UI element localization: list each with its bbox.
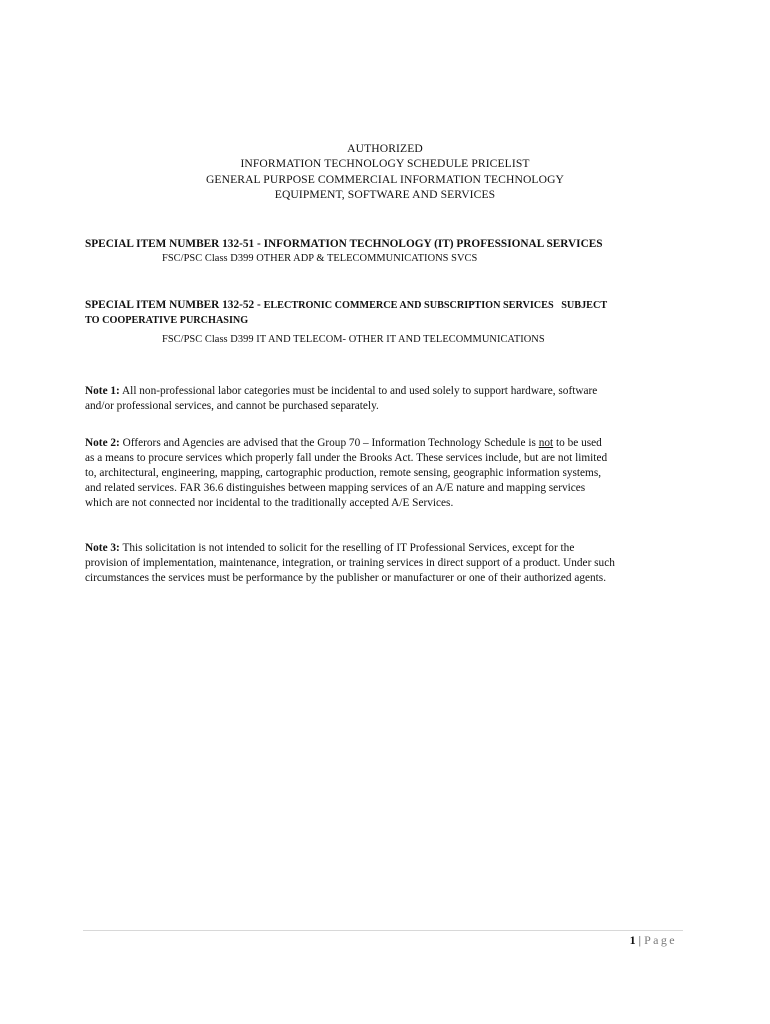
footer-divider bbox=[83, 930, 683, 931]
note-3-label: Note 3: bbox=[85, 542, 120, 554]
page-separator: | bbox=[635, 933, 645, 947]
sin-132-51-title: SPECIAL ITEM NUMBER 132-51 - INFORMATION TECHNOLOGY (IT) PROFESSIONAL SERVICES bbox=[85, 238, 603, 250]
note-2-line-3: to, architectural, engineering, mapping, cartographic production, remote sensing, geographic information systems, bbox=[85, 467, 602, 480]
note-2-line-4: and related services. FAR 36.6 distinguishes between mapping services of an A/E nature and mapping services bbox=[85, 482, 586, 495]
header-line-equipment: EQUIPMENT, SOFTWARE AND SERVICES bbox=[274, 187, 496, 201]
sin-132-52-title-rest: ELECTRONIC COMMERCE AND SUBSCRIPTION SERVICES SUBJECT bbox=[263, 300, 608, 311]
page-word: Page bbox=[644, 933, 677, 947]
note-2-not-emphasis: not bbox=[538, 437, 554, 449]
sin-132-52-title-prefix: SPECIAL ITEM NUMBER 132-52 - bbox=[85, 299, 264, 311]
page-footer bbox=[630, 933, 677, 948]
note-2-line-1a: Offerors and Agencies are advised that the Group 70 – Information Technology Schedule is bbox=[119, 437, 539, 449]
note-3-line-1: This solicitation is not intended to solicit for the reselling of IT Professional Services, except for the bbox=[119, 542, 575, 554]
page-number: 1 bbox=[629, 933, 636, 947]
header-line-general-purpose: GENERAL PURPOSE COMMERCIAL INFORMATION TECHNOLOGY bbox=[205, 172, 565, 186]
sin-132-51-subtitle: FSC/PSC Class D399 OTHER ADP & TELECOMMUNICATIONS SVCS bbox=[162, 253, 478, 264]
note-2-line-2: as a means to procure services which properly fall under the Brooks Act. These services include, but are not limited bbox=[85, 452, 608, 465]
note-3-line-3: circumstances the services must be performance by the publisher or manufacturer or one of their authorized agents. bbox=[85, 572, 607, 585]
note-1 bbox=[85, 384, 685, 414]
header-line-authorized: AUTHORIZED bbox=[347, 142, 423, 155]
sin-132-52-title bbox=[85, 298, 685, 328]
note-1-label: Note 1: bbox=[85, 385, 120, 397]
pricelist-header bbox=[0, 141, 770, 202]
note-2-line-5: which are not connected nor incidental to the traditionally accepted A/E Services. bbox=[85, 497, 454, 510]
header-line-schedule: INFORMATION TECHNOLOGY SCHEDULE PRICELIST bbox=[240, 157, 530, 171]
sin-132-52-title-line2: TO COOPERATIVE PURCHASING bbox=[85, 315, 249, 326]
note-2-line-1b: to be used bbox=[553, 437, 602, 449]
note-3 bbox=[85, 541, 685, 586]
note-3-line-2: provision of implementation, maintenance, integration, or training services in direct support of a product. Under such bbox=[85, 557, 615, 570]
sin-132-52-subtitle: FSC/PSC Class D399 IT AND TELECOM- OTHER IT AND TELECOMMUNICATIONS bbox=[162, 334, 545, 345]
note-2-label: Note 2: bbox=[85, 437, 120, 449]
note-2 bbox=[85, 436, 685, 511]
note-1-line-1: All non-professional labor categories must be incidental to and used solely to support hardware, software bbox=[119, 385, 598, 397]
note-1-line-2: and/or professional services, and cannot be purchased separately. bbox=[85, 400, 379, 413]
